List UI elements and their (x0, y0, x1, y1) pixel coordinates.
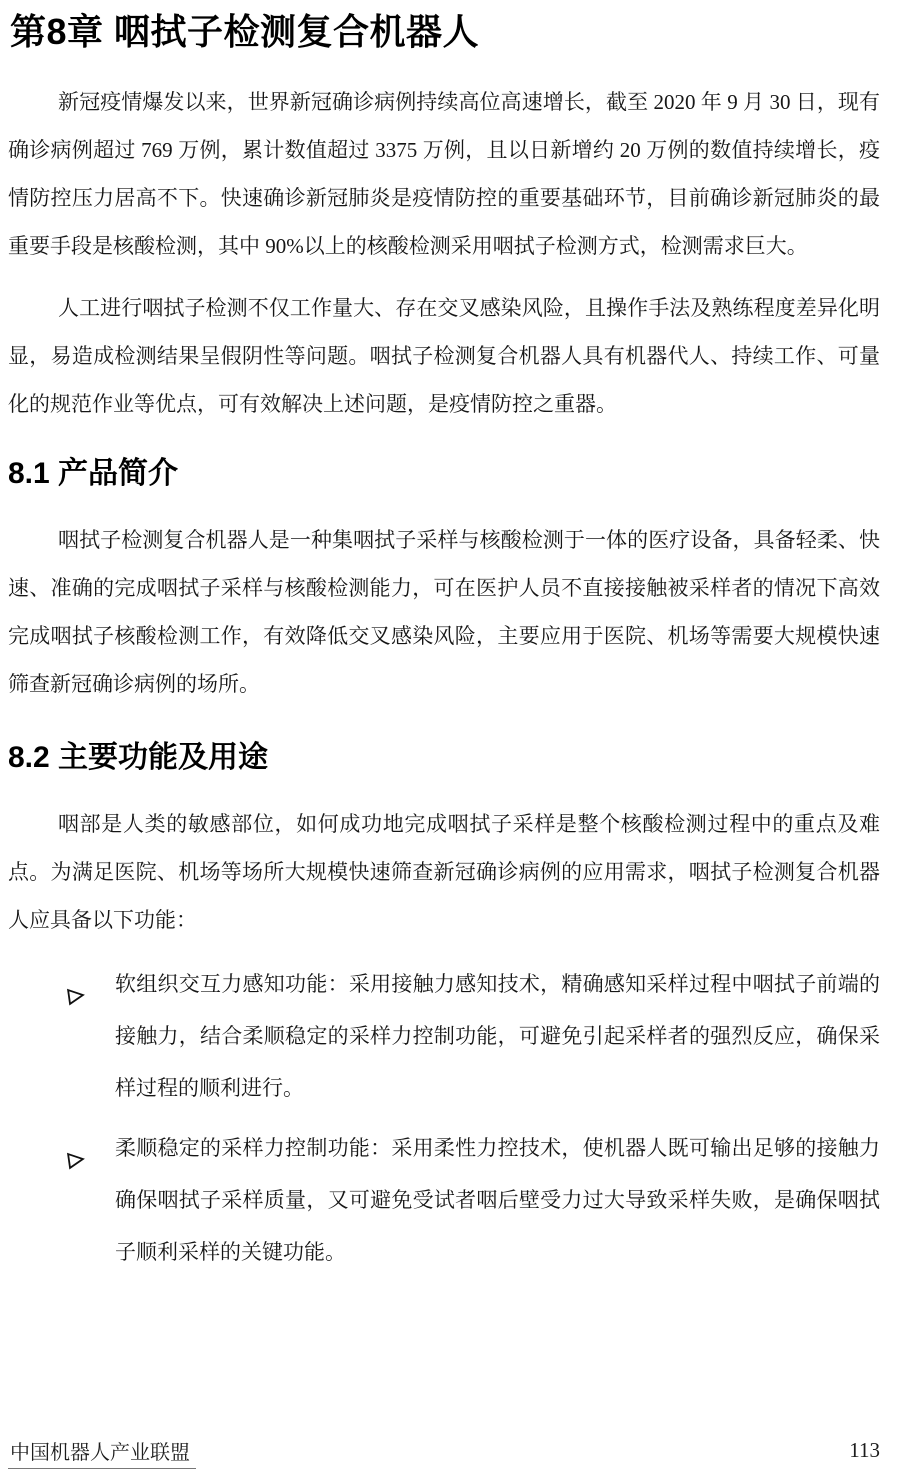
section-heading-8-2: 8.2 主要功能及用途 (8, 741, 269, 774)
feature-item-text: 柔顺稳定的采样力控制功能：采用柔性力控技术，使机器人既可输出足够的接触力确保咽拭子采样质量，又可避免受试者咽后壁受力过大导致采样失败，是确保咽拭子顺利采样的关键功能。 (115, 1136, 880, 1264)
chapter-title: 第8章 咽拭子检测复合机器人 (10, 11, 480, 52)
feature-item-text: 软组织交互力感知功能：采用接触力感知技术，精确感知采样过程中咽拭子前端的接触力，结合柔顺稳定的采样力控制功能，可避免引起采样者的强烈反应，确保采样过程的顺利进行。 (115, 972, 880, 1100)
arrowhead-bullet-icon (66, 1137, 86, 1157)
footer-organization: 中国机器人产业联盟 (8, 1441, 196, 1469)
feature-list (8, 958, 880, 1278)
section-heading-8-1: 8.1 产品简介 (8, 457, 179, 490)
page-footer (8, 1438, 880, 1469)
intro-paragraph-2: 人工进行咽拭子检测不仅工作量大、存在交叉感染风险，且操作手法及熟练程度差异化明显，易造成检测结果呈假阴性等问题。咽拭子检测复合机器人具有机器代人、持续工作、可量化的规范作业等优点，可有效解决上述问题，是疫情防控之重器。 (8, 296, 880, 416)
intro-paragraph-1: 新冠疫情爆发以来，世界新冠确诊病例持续高位高速增长，截至 2020 年 9 月 30 日，现有确诊病例超过 769 万例，累计数值超过 3375 万例，且以日新增约 20 万例的数值持续增长，疫情防控压力居高不下。快速确诊新冠肺炎是疫情防控的重要基础环节，目前确诊新冠肺炎的最重要手段是核酸检测，其中 90%以上的核酸检测采用咽拭子检测方式，检测需求巨大。 (8, 90, 880, 258)
arrowhead-bullet-icon (66, 973, 86, 993)
page-number: 113 (849, 1438, 880, 1462)
section-8-2-paragraph: 咽部是人类的敏感部位，如何成功地完成咽拭子采样是整个核酸检测过程中的重点及难点。为满足医院、机场等场所大规模快速筛查新冠确诊病例的应用需求，咽拭子检测复合机器人应具备以下功能： (8, 812, 880, 932)
list-item (8, 958, 880, 1114)
section-8-1-paragraph: 咽拭子检测复合机器人是一种集咽拭子采样与核酸检测于一体的医疗设备，具备轻柔、快速、准确的完成咽拭子采样与核酸检测能力，可在医护人员不直接接触被采样者的情况下高效完成咽拭子核酸检测工作，有效降低交叉感染风险，主要应用于医院、机场等需要大规模快速筛查新冠确诊病例的场所。 (8, 528, 880, 696)
list-item (8, 1122, 880, 1278)
